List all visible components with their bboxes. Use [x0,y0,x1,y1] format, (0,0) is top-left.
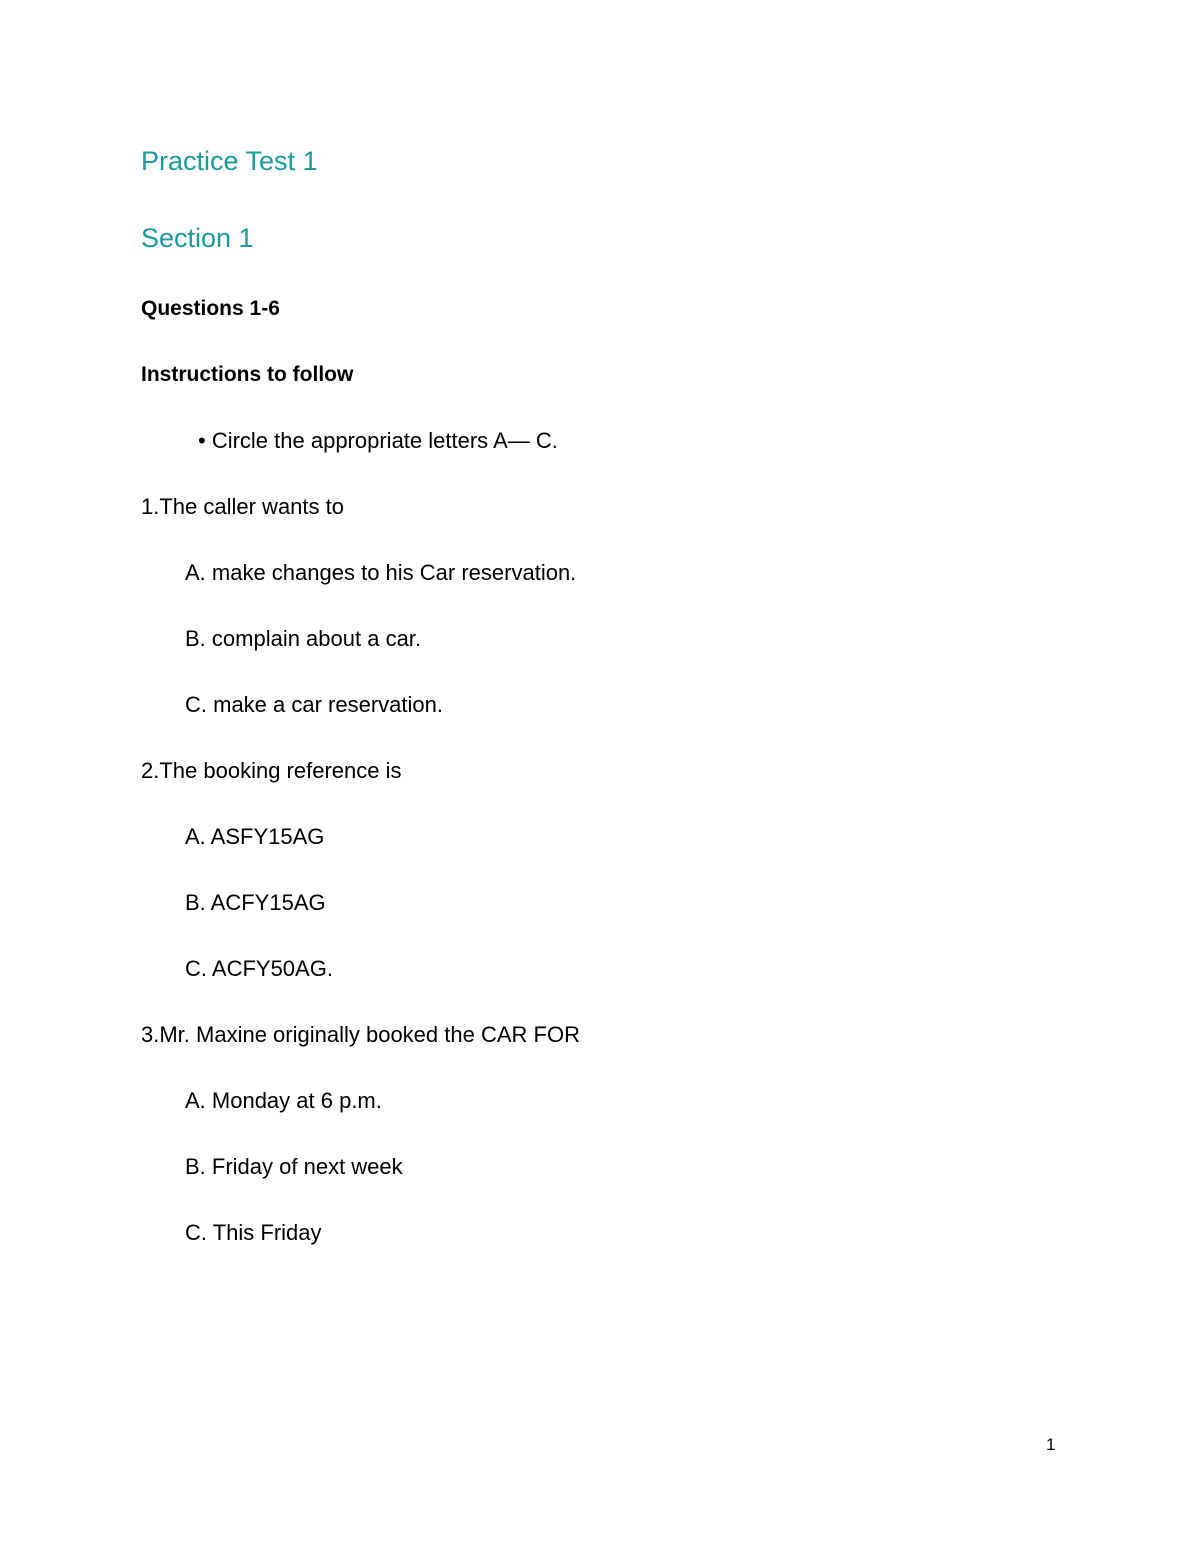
questions-range-heading: Questions 1-6 [141,297,280,320]
answer-option: B. complain about a car. [185,626,422,651]
answer-option: A. make changes to his Car reservation. [185,560,577,585]
answer-option: C. This Friday [185,1220,322,1245]
answer-option: A. Monday at 6 p.m. [185,1088,382,1113]
answer-option: B. Friday of next week [185,1154,403,1179]
question-stem: 1.The caller wants to [141,494,344,519]
answer-option: A. ASFY15AG [185,824,325,849]
page-number: 1 [1046,1435,1056,1454]
section-heading: Section 1 [141,223,254,253]
instruction-bullet: • Circle the appropriate letters A— C. [198,428,558,453]
question-stem: 3.Mr. Maxine originally booked the CAR FOR [141,1022,580,1047]
instructions-heading: Instructions to follow [141,363,354,386]
question-stem: 2.The booking reference is [141,758,402,783]
answer-option: C. ACFY50AG. [185,956,333,981]
answer-option: B. ACFY15AG [185,890,326,915]
answer-option: C. make a car reservation. [185,692,443,717]
page-title: Practice Test 1 [141,146,318,176]
